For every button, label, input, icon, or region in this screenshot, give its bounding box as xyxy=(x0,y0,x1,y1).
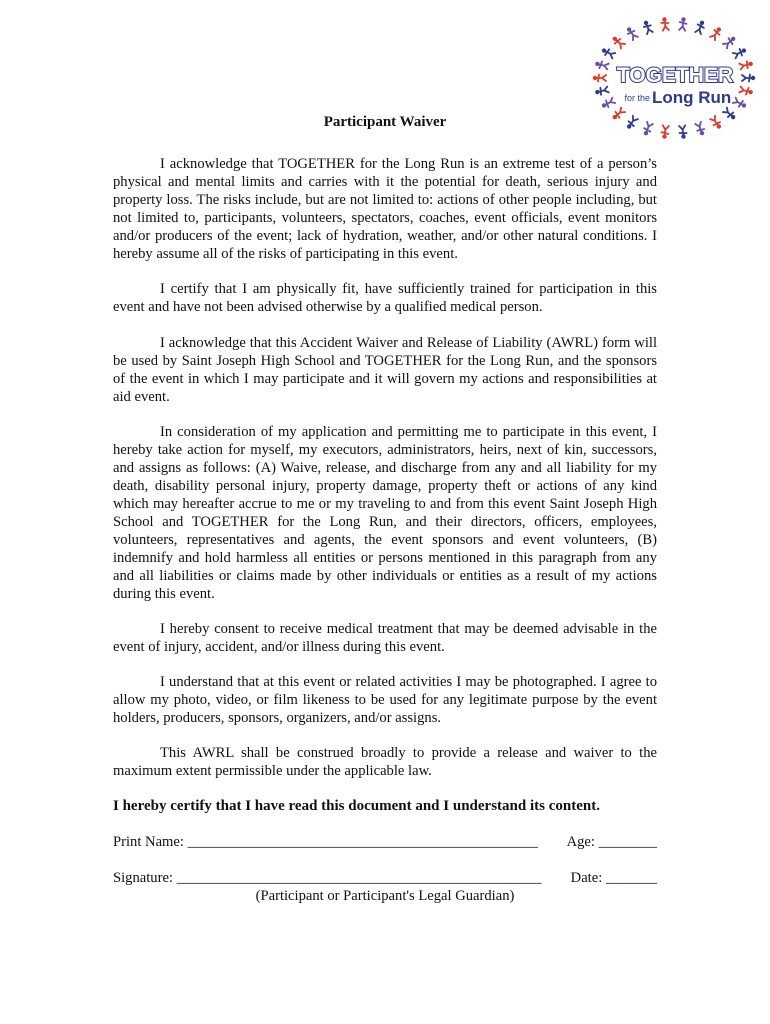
waiver-paragraph-construed: This AWRL shall be construed broadly to provide a release and waiver to the maximum extent permissible under the applicable law. xyxy=(113,745,657,779)
runner-figure-icon xyxy=(600,46,615,58)
runner-figure-icon xyxy=(742,75,755,82)
guardian-note: (Participant or Participant's Legal Guardian) xyxy=(255,888,515,904)
waiver-paragraph-awrl-usage: I acknowledge that this Accident Waiver and Release of Liability (AWRL) form will be used by Saint Joseph High School and TOGETHER for the Long Run, and the sponsors of the event in which I may participate and it will govern my actions and responsibilities at aid event. xyxy=(113,335,657,405)
waiver-paragraph-photo: I understand that at this event or related activities I may be photographed. I agree to allow my photo, video, or film likeness to be used for any legitimate purpose by the event holders, producers, sponsors, organizers, and/or assigns. xyxy=(113,674,657,726)
waiver-paragraph-medical: I hereby consent to receive medical treatment that may be deemed advisable in the event of injury, accident, and/or illness during this event. xyxy=(113,621,657,655)
runner-figure-icon xyxy=(733,46,748,58)
date-field[interactable]: Date: _______ xyxy=(570,870,657,886)
runner-figure-icon xyxy=(661,17,670,31)
runner-figure-icon xyxy=(739,60,753,70)
waiver-paragraph-release: In consideration of my application and permitting me to participate in this event, I hereby take action for myself, my executors, administrators, heirs, next of kin, successors, and assigns as follows: (A) Waive, release, and discharge from any and all liability for my death, disability personal injury, property damage, property theft or actions of any kind which may hereafter accrue to me or my traveling to and from this event Saint Joseph High School and TOGETHER for the Long Run, and their directors, officers, employees, volunteers, representatives and agents, the event sponsors and event volunteers, (B) indemnify and hold harmless all entities or persons mentioned in this paragraph from any and all liabilities or claims made by other individuals or entities as a result of my actions during this event. xyxy=(113,424,657,602)
age-field[interactable]: Age: ________ xyxy=(566,834,657,850)
runner-figure-icon xyxy=(733,97,748,109)
runner-figure-icon xyxy=(594,86,608,96)
print-name-field[interactable]: Print Name: ________________________________________________ xyxy=(113,834,538,850)
waiver-paragraph-fitness: I certify that I am physically fit, have sufficiently trained for participation in this event and have not been advised otherwise by a qualified medical person. xyxy=(113,281,657,315)
runner-figure-icon xyxy=(739,86,753,96)
logo-together-text: TOGETHER xyxy=(616,64,734,87)
page-title: Participant Waiver xyxy=(323,114,447,130)
waiver-body xyxy=(113,155,657,905)
runner-figure-icon xyxy=(710,26,723,41)
certification-statement: I hereby certify that I have read this document and I understand its content. xyxy=(113,798,600,814)
runner-figure-icon xyxy=(695,20,706,35)
runner-figure-icon xyxy=(679,17,688,31)
runner-figure-icon xyxy=(611,35,626,49)
runner-figure-icon xyxy=(600,97,615,109)
signature-field[interactable]: Signature: __________________________________________________ xyxy=(113,870,542,886)
runner-figure-icon xyxy=(593,75,606,82)
signature-date-row xyxy=(113,869,657,887)
runner-figure-icon xyxy=(642,20,653,35)
runner-figure-icon xyxy=(594,60,608,70)
logo-for-the-text: for the xyxy=(624,93,650,103)
name-age-row xyxy=(113,833,657,851)
logo-long-run-text: Long Run xyxy=(652,88,732,107)
runner-figure-icon xyxy=(723,35,738,49)
waiver-paragraph-risks: I acknowledge that TOGETHER for the Long Run is an extreme test of a person’s physical and mental limits and carries with it the potential for death, serious injury and property loss. The risks include, but are not limited to: actions of other people including, but not limited to, participants, volunteers, spectators, coaches, event officials, event monitors and/or producers of the event; lack of hydration, weather, and/or other natural conditions. I hereby assume all of the risks of participating in this event. xyxy=(113,156,657,262)
runner-figure-icon xyxy=(625,26,638,41)
